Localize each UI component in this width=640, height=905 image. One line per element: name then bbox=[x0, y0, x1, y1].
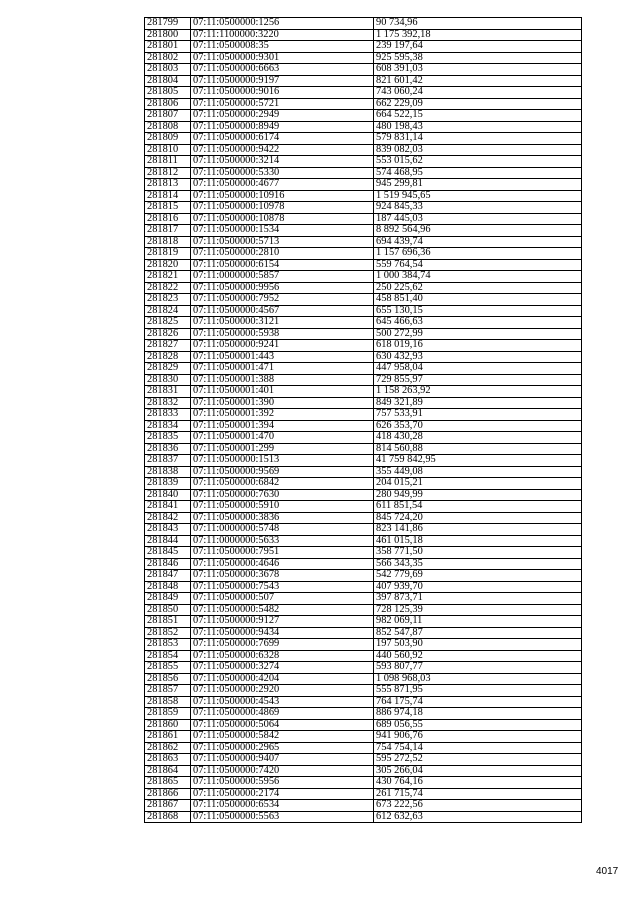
row-number-cell: 281829 bbox=[145, 363, 191, 375]
cadastral-number-cell: 07:11:0500000:2965 bbox=[191, 742, 374, 754]
row-number-cell: 281810 bbox=[145, 144, 191, 156]
table-row bbox=[145, 213, 582, 225]
value-cell: 407 939,70 bbox=[374, 581, 582, 593]
row-number-cell: 281835 bbox=[145, 432, 191, 444]
value-cell: 764 175,74 bbox=[374, 696, 582, 708]
value-cell: 754 754,14 bbox=[374, 742, 582, 754]
table-row bbox=[145, 18, 582, 30]
table-row bbox=[145, 466, 582, 478]
value-cell: 197 503,90 bbox=[374, 639, 582, 651]
table-row bbox=[145, 52, 582, 64]
cadastral-number-cell: 07:11:0500001:388 bbox=[191, 374, 374, 386]
table-row bbox=[145, 75, 582, 87]
row-number-cell: 281856 bbox=[145, 673, 191, 685]
row-number-cell: 281820 bbox=[145, 259, 191, 271]
value-cell: 559 764,54 bbox=[374, 259, 582, 271]
value-cell: 839 082,03 bbox=[374, 144, 582, 156]
value-cell: 593 807,77 bbox=[374, 662, 582, 674]
table-row bbox=[145, 294, 582, 306]
value-cell: 845 724,20 bbox=[374, 512, 582, 524]
table-row bbox=[145, 443, 582, 455]
value-cell: 41 759 842,95 bbox=[374, 455, 582, 467]
value-cell: 418 430,28 bbox=[374, 432, 582, 444]
row-number-cell: 281862 bbox=[145, 742, 191, 754]
table-row bbox=[145, 328, 582, 340]
value-cell: 1 519 945,65 bbox=[374, 190, 582, 202]
row-number-cell: 281842 bbox=[145, 512, 191, 524]
cadastral-number-cell: 07:11:0500000:3678 bbox=[191, 570, 374, 582]
registry-table-body bbox=[145, 18, 582, 823]
table-row bbox=[145, 397, 582, 409]
table-row bbox=[145, 41, 582, 53]
cadastral-number-cell: 07:11:0500000:2810 bbox=[191, 248, 374, 260]
row-number-cell: 281847 bbox=[145, 570, 191, 582]
registry-table bbox=[144, 17, 582, 823]
cadastral-number-cell: 07:11:0500000:3274 bbox=[191, 662, 374, 674]
table-row bbox=[145, 524, 582, 536]
cadastral-number-cell: 07:11:0500000:7951 bbox=[191, 547, 374, 559]
row-number-cell: 281804 bbox=[145, 75, 191, 87]
table-row bbox=[145, 351, 582, 363]
cadastral-number-cell: 07:11:0500001:443 bbox=[191, 351, 374, 363]
cadastral-number-cell: 07:11:0500000:9956 bbox=[191, 282, 374, 294]
cadastral-number-cell: 07:11:0500008:35 bbox=[191, 41, 374, 53]
value-cell: 664 522,15 bbox=[374, 110, 582, 122]
cadastral-number-cell: 07:11:0500000:9127 bbox=[191, 616, 374, 628]
table-row bbox=[145, 236, 582, 248]
row-number-cell: 281851 bbox=[145, 616, 191, 628]
row-number-cell: 281863 bbox=[145, 754, 191, 766]
row-number-cell: 281844 bbox=[145, 535, 191, 547]
table-row bbox=[145, 627, 582, 639]
row-number-cell: 281805 bbox=[145, 87, 191, 99]
value-cell: 579 831,14 bbox=[374, 133, 582, 145]
value-cell: 611 851,54 bbox=[374, 501, 582, 513]
cadastral-number-cell: 07:11:0500000:2920 bbox=[191, 685, 374, 697]
table-row bbox=[145, 811, 582, 823]
value-cell: 1 000 384,74 bbox=[374, 271, 582, 283]
row-number-cell: 281822 bbox=[145, 282, 191, 294]
table-row bbox=[145, 685, 582, 697]
value-cell: 662 229,09 bbox=[374, 98, 582, 110]
cadastral-number-cell: 07:11:0500000:8949 bbox=[191, 121, 374, 133]
cadastral-number-cell: 07:11:0500001:394 bbox=[191, 420, 374, 432]
value-cell: 655 130,15 bbox=[374, 305, 582, 317]
value-cell: 982 069,11 bbox=[374, 616, 582, 628]
cadastral-number-cell: 07:11:0500001:390 bbox=[191, 397, 374, 409]
value-cell: 694 439,74 bbox=[374, 236, 582, 248]
row-number-cell: 281813 bbox=[145, 179, 191, 191]
table-row bbox=[145, 788, 582, 800]
row-number-cell: 281800 bbox=[145, 29, 191, 41]
cadastral-number-cell: 07:11:0500000:1513 bbox=[191, 455, 374, 467]
row-number-cell: 281821 bbox=[145, 271, 191, 283]
table-row bbox=[145, 800, 582, 812]
table-row bbox=[145, 420, 582, 432]
value-cell: 239 197,64 bbox=[374, 41, 582, 53]
table-row bbox=[145, 432, 582, 444]
table-row bbox=[145, 167, 582, 179]
table-row bbox=[145, 455, 582, 467]
table-row bbox=[145, 673, 582, 685]
value-cell: 729 855,97 bbox=[374, 374, 582, 386]
value-cell: 397 873,71 bbox=[374, 593, 582, 605]
table-row bbox=[145, 133, 582, 145]
table-row bbox=[145, 409, 582, 421]
table-row bbox=[145, 271, 582, 283]
value-cell: 945 299,81 bbox=[374, 179, 582, 191]
cadastral-number-cell: 07:11:0500000:4646 bbox=[191, 558, 374, 570]
row-number-cell: 281825 bbox=[145, 317, 191, 329]
table-row bbox=[145, 29, 582, 41]
value-cell: 849 321,89 bbox=[374, 397, 582, 409]
value-cell: 673 222,56 bbox=[374, 800, 582, 812]
cadastral-number-cell: 07:11:0500000:4869 bbox=[191, 708, 374, 720]
value-cell: 542 779,69 bbox=[374, 570, 582, 582]
row-number-cell: 281853 bbox=[145, 639, 191, 651]
value-cell: 566 343,35 bbox=[374, 558, 582, 570]
table-row bbox=[145, 731, 582, 743]
row-number-cell: 281815 bbox=[145, 202, 191, 214]
row-number-cell: 281860 bbox=[145, 719, 191, 731]
value-cell: 886 974,18 bbox=[374, 708, 582, 720]
row-number-cell: 281867 bbox=[145, 800, 191, 812]
value-cell: 430 764,16 bbox=[374, 777, 582, 789]
table-row bbox=[145, 742, 582, 754]
table-row bbox=[145, 639, 582, 651]
row-number-cell: 281852 bbox=[145, 627, 191, 639]
table-row bbox=[145, 593, 582, 605]
cadastral-number-cell: 07:11:0500000:1256 bbox=[191, 18, 374, 30]
table-row bbox=[145, 581, 582, 593]
row-number-cell: 281858 bbox=[145, 696, 191, 708]
row-number-cell: 281849 bbox=[145, 593, 191, 605]
row-number-cell: 281803 bbox=[145, 64, 191, 76]
value-cell: 852 547,87 bbox=[374, 627, 582, 639]
table-row bbox=[145, 558, 582, 570]
table-row bbox=[145, 98, 582, 110]
table-row bbox=[145, 121, 582, 133]
row-number-cell: 281855 bbox=[145, 662, 191, 674]
cadastral-number-cell: 07:11:0500000:3214 bbox=[191, 156, 374, 168]
table-row bbox=[145, 765, 582, 777]
row-number-cell: 281836 bbox=[145, 443, 191, 455]
cadastral-number-cell: 07:11:0500000:9197 bbox=[191, 75, 374, 87]
row-number-cell: 281848 bbox=[145, 581, 191, 593]
table-row bbox=[145, 363, 582, 375]
value-cell: 305 266,04 bbox=[374, 765, 582, 777]
value-cell: 461 015,18 bbox=[374, 535, 582, 547]
table-row bbox=[145, 662, 582, 674]
page-number: 4017 bbox=[596, 866, 619, 877]
value-cell: 689 056,55 bbox=[374, 719, 582, 731]
row-number-cell: 281839 bbox=[145, 478, 191, 490]
table-row bbox=[145, 259, 582, 271]
value-cell: 440 560,92 bbox=[374, 650, 582, 662]
row-number-cell: 281814 bbox=[145, 190, 191, 202]
row-number-cell: 281868 bbox=[145, 811, 191, 823]
cadastral-number-cell: 07:11:0500000:9434 bbox=[191, 627, 374, 639]
row-number-cell: 281817 bbox=[145, 225, 191, 237]
table-row bbox=[145, 650, 582, 662]
cadastral-number-cell: 07:11:0500000:507 bbox=[191, 593, 374, 605]
row-number-cell: 281861 bbox=[145, 731, 191, 743]
table-row bbox=[145, 708, 582, 720]
row-number-cell: 281854 bbox=[145, 650, 191, 662]
cadastral-number-cell: 07:11:0500000:5956 bbox=[191, 777, 374, 789]
row-number-cell: 281865 bbox=[145, 777, 191, 789]
value-cell: 630 432,93 bbox=[374, 351, 582, 363]
cadastral-number-cell: 07:11:0500000:7952 bbox=[191, 294, 374, 306]
cadastral-number-cell: 07:11:0500000:9016 bbox=[191, 87, 374, 99]
cadastral-number-cell: 07:11:0500000:5910 bbox=[191, 501, 374, 513]
cadastral-number-cell: 07:11:0500000:5721 bbox=[191, 98, 374, 110]
row-number-cell: 281864 bbox=[145, 765, 191, 777]
value-cell: 626 353,70 bbox=[374, 420, 582, 432]
table-row bbox=[145, 777, 582, 789]
value-cell: 1 098 968,03 bbox=[374, 673, 582, 685]
value-cell: 250 225,62 bbox=[374, 282, 582, 294]
table-row bbox=[145, 512, 582, 524]
value-cell: 612 632,63 bbox=[374, 811, 582, 823]
table-row bbox=[145, 305, 582, 317]
value-cell: 261 715,74 bbox=[374, 788, 582, 800]
cadastral-number-cell: 07:11:0500000:5563 bbox=[191, 811, 374, 823]
value-cell: 1 158 263,92 bbox=[374, 386, 582, 398]
cadastral-number-cell: 07:11:0500000:9407 bbox=[191, 754, 374, 766]
cadastral-number-cell: 07:11:0500000:4567 bbox=[191, 305, 374, 317]
value-cell: 743 060,24 bbox=[374, 87, 582, 99]
table-row bbox=[145, 535, 582, 547]
value-cell: 595 272,52 bbox=[374, 754, 582, 766]
cadastral-number-cell: 07:11:0500000:7543 bbox=[191, 581, 374, 593]
registry-sheet bbox=[144, 17, 582, 823]
row-number-cell: 281812 bbox=[145, 167, 191, 179]
table-row bbox=[145, 501, 582, 513]
table-row bbox=[145, 248, 582, 260]
cadastral-number-cell: 07:11:0500001:401 bbox=[191, 386, 374, 398]
cadastral-number-cell: 07:11:0500000:9241 bbox=[191, 340, 374, 352]
value-cell: 924 845,33 bbox=[374, 202, 582, 214]
table-row bbox=[145, 317, 582, 329]
table-row bbox=[145, 87, 582, 99]
cadastral-number-cell: 07:11:0500000:2949 bbox=[191, 110, 374, 122]
cadastral-number-cell: 07:11:0500000:1534 bbox=[191, 225, 374, 237]
cadastral-number-cell: 07:11:0500000:4204 bbox=[191, 673, 374, 685]
row-number-cell: 281802 bbox=[145, 52, 191, 64]
cadastral-number-cell: 07:11:0500000:5842 bbox=[191, 731, 374, 743]
row-number-cell: 281806 bbox=[145, 98, 191, 110]
row-number-cell: 281843 bbox=[145, 524, 191, 536]
value-cell: 941 906,76 bbox=[374, 731, 582, 743]
row-number-cell: 281811 bbox=[145, 156, 191, 168]
value-cell: 1 175 392,18 bbox=[374, 29, 582, 41]
row-number-cell: 281857 bbox=[145, 685, 191, 697]
row-number-cell: 281816 bbox=[145, 213, 191, 225]
row-number-cell: 281828 bbox=[145, 351, 191, 363]
row-number-cell: 281807 bbox=[145, 110, 191, 122]
row-number-cell: 281818 bbox=[145, 236, 191, 248]
cadastral-number-cell: 07:11:0500000:10978 bbox=[191, 202, 374, 214]
table-row bbox=[145, 616, 582, 628]
table-row bbox=[145, 489, 582, 501]
cadastral-number-cell: 07:11:0000000:5633 bbox=[191, 535, 374, 547]
cadastral-number-cell: 07:11:0500000:6154 bbox=[191, 259, 374, 271]
cadastral-number-cell: 07:11:0500000:4677 bbox=[191, 179, 374, 191]
value-cell: 618 019,16 bbox=[374, 340, 582, 352]
value-cell: 480 198,43 bbox=[374, 121, 582, 133]
value-cell: 728 125,39 bbox=[374, 604, 582, 616]
row-number-cell: 281834 bbox=[145, 420, 191, 432]
value-cell: 814 560,88 bbox=[374, 443, 582, 455]
cadastral-number-cell: 07:11:0500000:5330 bbox=[191, 167, 374, 179]
cadastral-number-cell: 07:11:0500000:7420 bbox=[191, 765, 374, 777]
row-number-cell: 281859 bbox=[145, 708, 191, 720]
table-row bbox=[145, 719, 582, 731]
cadastral-number-cell: 07:11:0500000:10916 bbox=[191, 190, 374, 202]
table-row bbox=[145, 547, 582, 559]
table-row bbox=[145, 179, 582, 191]
table-row bbox=[145, 190, 582, 202]
value-cell: 90 734,96 bbox=[374, 18, 582, 30]
cadastral-number-cell: 07:11:0500000:3121 bbox=[191, 317, 374, 329]
cadastral-number-cell: 07:11:0500000:5482 bbox=[191, 604, 374, 616]
cadastral-number-cell: 07:11:0500001:392 bbox=[191, 409, 374, 421]
row-number-cell: 281830 bbox=[145, 374, 191, 386]
cadastral-number-cell: 07:11:1100000:3220 bbox=[191, 29, 374, 41]
cadastral-number-cell: 07:11:0500000:9422 bbox=[191, 144, 374, 156]
value-cell: 555 871,95 bbox=[374, 685, 582, 697]
cadastral-number-cell: 07:11:0500000:6328 bbox=[191, 650, 374, 662]
value-cell: 8 892 564,96 bbox=[374, 225, 582, 237]
cadastral-number-cell: 07:11:0500000:6842 bbox=[191, 478, 374, 490]
row-number-cell: 281801 bbox=[145, 41, 191, 53]
cadastral-number-cell: 07:11:0500000:10878 bbox=[191, 213, 374, 225]
cadastral-number-cell: 07:11:0000000:5857 bbox=[191, 271, 374, 283]
cadastral-number-cell: 07:11:0500001:299 bbox=[191, 443, 374, 455]
value-cell: 187 445,03 bbox=[374, 213, 582, 225]
table-row bbox=[145, 374, 582, 386]
value-cell: 458 851,40 bbox=[374, 294, 582, 306]
row-number-cell: 281840 bbox=[145, 489, 191, 501]
row-number-cell: 281824 bbox=[145, 305, 191, 317]
row-number-cell: 281845 bbox=[145, 547, 191, 559]
table-row bbox=[145, 340, 582, 352]
value-cell: 821 601,42 bbox=[374, 75, 582, 87]
cadastral-number-cell: 07:11:0000000:5748 bbox=[191, 524, 374, 536]
row-number-cell: 281827 bbox=[145, 340, 191, 352]
row-number-cell: 281826 bbox=[145, 328, 191, 340]
value-cell: 204 015,21 bbox=[374, 478, 582, 490]
cadastral-number-cell: 07:11:0500001:471 bbox=[191, 363, 374, 375]
table-row bbox=[145, 64, 582, 76]
cadastral-number-cell: 07:11:0500000:6663 bbox=[191, 64, 374, 76]
cadastral-number-cell: 07:11:0500000:7630 bbox=[191, 489, 374, 501]
table-row bbox=[145, 282, 582, 294]
value-cell: 925 595,38 bbox=[374, 52, 582, 64]
table-row bbox=[145, 144, 582, 156]
value-cell: 358 771,50 bbox=[374, 547, 582, 559]
row-number-cell: 281819 bbox=[145, 248, 191, 260]
row-number-cell: 281838 bbox=[145, 466, 191, 478]
cadastral-number-cell: 07:11:0500001:470 bbox=[191, 432, 374, 444]
row-number-cell: 281837 bbox=[145, 455, 191, 467]
value-cell: 355 449,08 bbox=[374, 466, 582, 478]
value-cell: 280 949,99 bbox=[374, 489, 582, 501]
cadastral-number-cell: 07:11:0500000:3836 bbox=[191, 512, 374, 524]
row-number-cell: 281850 bbox=[145, 604, 191, 616]
cadastral-number-cell: 07:11:0500000:4543 bbox=[191, 696, 374, 708]
table-row bbox=[145, 604, 582, 616]
table-row bbox=[145, 110, 582, 122]
cadastral-number-cell: 07:11:0500000:6174 bbox=[191, 133, 374, 145]
table-row bbox=[145, 202, 582, 214]
table-row bbox=[145, 386, 582, 398]
row-number-cell: 281832 bbox=[145, 397, 191, 409]
cadastral-number-cell: 07:11:0500000:9569 bbox=[191, 466, 374, 478]
value-cell: 500 272,99 bbox=[374, 328, 582, 340]
cadastral-number-cell: 07:11:0500000:5938 bbox=[191, 328, 374, 340]
cadastral-number-cell: 07:11:0500000:2174 bbox=[191, 788, 374, 800]
value-cell: 757 533,91 bbox=[374, 409, 582, 421]
value-cell: 823 141,86 bbox=[374, 524, 582, 536]
cadastral-number-cell: 07:11:0500000:9301 bbox=[191, 52, 374, 64]
table-row bbox=[145, 156, 582, 168]
row-number-cell: 281866 bbox=[145, 788, 191, 800]
cadastral-number-cell: 07:11:0500000:7699 bbox=[191, 639, 374, 651]
row-number-cell: 281846 bbox=[145, 558, 191, 570]
table-row bbox=[145, 754, 582, 766]
cadastral-number-cell: 07:11:0500000:6534 bbox=[191, 800, 374, 812]
cadastral-number-cell: 07:11:0500000:5713 bbox=[191, 236, 374, 248]
value-cell: 447 958,04 bbox=[374, 363, 582, 375]
row-number-cell: 281809 bbox=[145, 133, 191, 145]
row-number-cell: 281823 bbox=[145, 294, 191, 306]
row-number-cell: 281808 bbox=[145, 121, 191, 133]
row-number-cell: 281799 bbox=[145, 18, 191, 30]
value-cell: 553 015,62 bbox=[374, 156, 582, 168]
table-row bbox=[145, 478, 582, 490]
value-cell: 574 468,95 bbox=[374, 167, 582, 179]
table-row bbox=[145, 570, 582, 582]
row-number-cell: 281841 bbox=[145, 501, 191, 513]
row-number-cell: 281831 bbox=[145, 386, 191, 398]
table-row bbox=[145, 225, 582, 237]
row-number-cell: 281833 bbox=[145, 409, 191, 421]
value-cell: 645 466,63 bbox=[374, 317, 582, 329]
value-cell: 1 157 696,36 bbox=[374, 248, 582, 260]
table-row bbox=[145, 696, 582, 708]
cadastral-number-cell: 07:11:0500000:5064 bbox=[191, 719, 374, 731]
value-cell: 608 391,03 bbox=[374, 64, 582, 76]
